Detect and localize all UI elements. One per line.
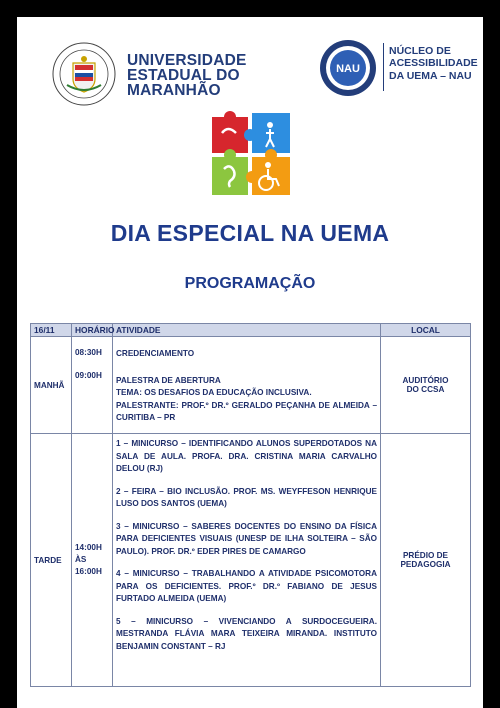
nau-name-line: ACESSIBILIDADE xyxy=(389,57,478,70)
local-cell: AUDITÓRIO DO CCSA xyxy=(381,337,471,434)
activity-item: 3 – MINICURSO – SABERES DOCENTES DO ENSINO DA FÍSICA PARA DEFICIENTES VISUAIS (UNESP DE ILHA SOLTEIRA – SÃO PAULO). PROF. DR.º EDER PIRES DE CAMARGO xyxy=(116,521,377,556)
activity-item: 5 – MINICURSO – VIVENCIANDO A SURDOCEGUEIRA. MESTRANDA FLÁVIA MARA TEIXEIRA MIRANDA. INSTITUTO BENJAMIN CONSTANT – RJ xyxy=(116,616,377,651)
university-name-line: MARANHÃO xyxy=(127,82,221,99)
page-subtitle: PROGRAMAÇÃO xyxy=(184,275,316,292)
table-row-morning xyxy=(31,337,471,434)
nau-badge xyxy=(319,39,377,97)
document-page xyxy=(17,17,483,708)
hour-item: ÀS xyxy=(75,555,87,564)
nau-name-line: NÚCLEO DE xyxy=(389,45,451,57)
activity-item: TEMA: OS DESAFIOS DA EDUCAÇÃO INCLUSIVA. xyxy=(116,388,312,397)
header-local: LOCAL xyxy=(381,324,471,337)
university-name-line: UNIVERSIDADE xyxy=(127,52,247,69)
activity-item: 4 – MINICURSO – TRABALHANDO A ATIVIDADE PSICOMOTORA PARA OS DEFICIENTES. PROF.º DR.º FABIANO DE JESUS FURTADO ALMEIDA (UEMA) xyxy=(116,569,377,603)
hour-item: 14:00H xyxy=(75,543,102,552)
activity-item: 1 – MINICURSO – IDENTIFICANDO ALUNOS SUPERDOTADOS NA SALA DE AULA. PROFA. DRA. CRISTINA MARIA CARVALHO DELOU (RJ) xyxy=(116,439,377,473)
page-title: DIA ESPECIAL NA UEMA xyxy=(110,220,390,246)
schedule-table xyxy=(30,323,471,687)
activity-item: 2 – FEIRA – BIO INCLUSÃO. PROF. MS. WEYFFESON HENRIQUE LUSO DOS SANTOS (UEMA) xyxy=(116,486,377,508)
hour-item: 16:00H xyxy=(75,567,102,576)
nau-name-line: DA UEMA – NAU xyxy=(389,69,472,82)
header-day: 16/11 xyxy=(31,324,72,337)
activity-cell xyxy=(113,337,381,434)
nau-badge-text: NAU xyxy=(336,63,360,75)
activity-cell xyxy=(113,434,381,687)
nau-divider xyxy=(383,43,384,91)
hour-item: 08:30H xyxy=(75,348,102,357)
table-header-row xyxy=(31,324,471,337)
nau-name xyxy=(389,45,478,82)
activity-item: CREDENCIAMENTO xyxy=(116,349,195,358)
hour-cell xyxy=(72,434,113,687)
activity-item: PALESTRA DE ABERTURA xyxy=(116,375,221,385)
university-name xyxy=(127,53,247,98)
university-name-line: ESTADUAL DO xyxy=(127,67,240,84)
university-seal-icon xyxy=(51,41,117,107)
table-row-afternoon xyxy=(31,434,471,687)
period-cell: TARDE xyxy=(31,434,72,687)
hour-cell xyxy=(72,337,113,434)
activity-item: PALESTRANTE: PROF.º DR.º GERALDO PEÇANHA DE ALMEIDA – CURITIBA – PR xyxy=(116,400,377,422)
local-cell: PRÉDIO DE PEDAGOGIA xyxy=(381,434,471,687)
header-activity: ATIVIDADE xyxy=(113,324,381,337)
university-logo xyxy=(51,41,301,117)
header-hour: HORÁRIO xyxy=(72,324,113,337)
accessibility-puzzle-icon xyxy=(208,111,294,205)
nau-logo xyxy=(319,35,479,111)
period-cell: MANHÃ xyxy=(31,337,72,434)
hour-item: 09:00H xyxy=(75,371,102,380)
